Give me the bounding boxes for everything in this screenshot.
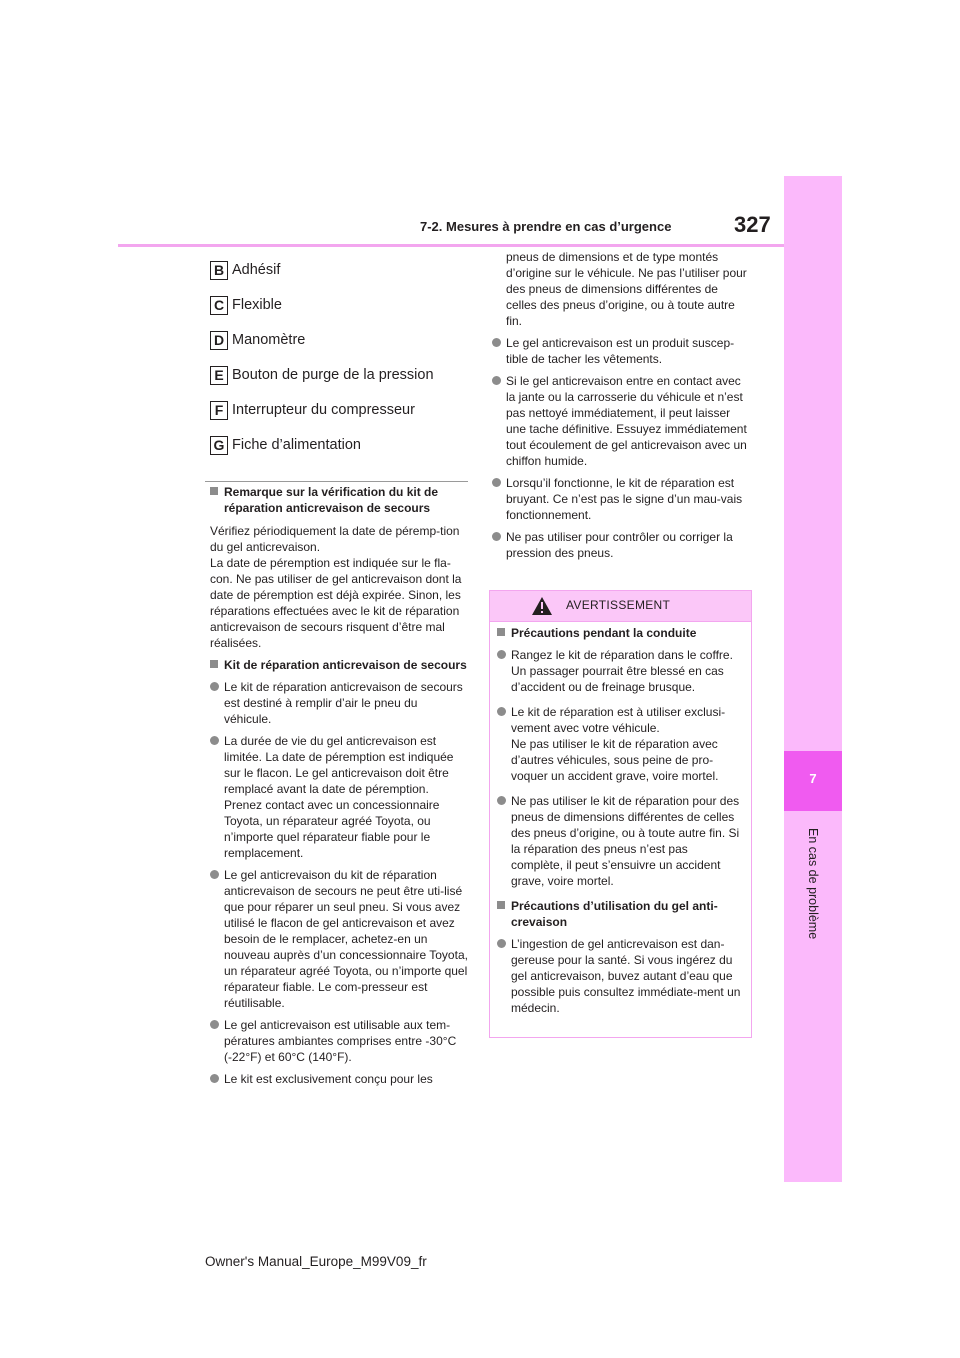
bullet-dot-icon [492,478,501,487]
paragraph: pneus de dimensions et de type montés d’origine sur le véhicule. Ne pas l’utiliser pour des pneus de dimensions différentes de celles des pneus d’origine, ou à toute autre fin. [506,250,747,328]
legend-key: G [210,436,228,455]
bullet-item: Le kit de réparation est à utiliser exclusi-vement avec votre véhicule. Ne pas utiliser le kit de réparation avec d’autres véhicules, sous peine de pro-voquer un accident grave, voire mortel. [497,704,743,784]
bullet-dot-icon [210,736,219,745]
square-bullet-icon [497,628,505,636]
bullet-dot-icon [210,682,219,691]
bullet-item: Ne pas utiliser pour contrôler ou corriger la pression des pneus. [492,529,750,561]
bullet-item: Le gel anticrevaison du kit de réparation anticrevaison de secours ne peut être uti-lisé que pour réparer un seul pneu. Si vous avez utilisé le flacon de gel anticrevaison et avez besoin de le remplacer, achetez-en un nouveau auprès d’un concessionnaire Toyota, un réparateur agréé Toyota, ou n’importe quel réparateur fiable. Le com-presseur est réutilisable. [210,867,468,1011]
warning-header [490,591,751,622]
bullet-item: Ne pas utiliser le kit de réparation pour des pneus de dimensions différentes de celles des pneus d’origine, ou à toute autre fin. Si la réparation des pneus n’est pas complète, il peut s’ensuivre un accident grave, voire mortel. [497,793,743,889]
bullet-item: Rangez le kit de réparation dans le coffre. Un passager pourrait être blessé en cas d’accident ou de freinage brusque. [497,647,743,695]
paragraph: Vérifiez périodiquement la date de péremp-tion du gel anticrevaison. [210,524,460,554]
section-heading: Précautions pendant la conduite [497,625,743,641]
bullet-item: L’ingestion de gel anticrevaison est dan-gereuse pour la santé. Si vous ingérez du gel anticrevaison, buvez autant d’eau que possible puis consultez immédiate-ment un médecin. [497,936,743,1016]
page-number: 327 [734,212,771,237]
bullet-item: Le gel anticrevaison est utilisable aux tem-pératures ambiantes comprises entre -30°C (-22°F) et 60°C (140°F). [210,1017,468,1065]
bullet-dot-icon [497,796,506,805]
bullet-item: Lorsqu’il fonctionne, le kit de réparation est bruyant. Ce n’est pas le signe d’un mau-vais fonctionnement. [492,475,750,523]
right-column [492,249,750,561]
section-heading: Remarque sur la vérification du kit de réparation anticrevaison de secours [210,484,468,516]
square-bullet-icon [210,487,218,495]
warning-box [489,590,752,1038]
warning-title: AVERTISSEMENT [566,598,671,612]
warning-triangle-icon [531,596,553,616]
legend-label: Interrupteur du compresseur [232,402,415,418]
bullet-dot-icon [497,939,506,948]
bullet-dot-icon [492,376,501,385]
bullet-item: Le gel anticrevaison est un produit suscep-tible de tacher les vêtements. [492,335,750,367]
chapter-tab [784,176,842,1182]
legend-key: E [210,366,228,385]
bullet-dot-icon [210,1020,219,1029]
bullet-dot-icon [492,338,501,347]
bullet-item: Le kit est exclusivement conçu pour les [210,1071,468,1087]
paragraph: La date de péremption est indiquée sur le fla-con. Ne pas utiliser de gel anticrevaison dont la date de péremption est déjà expirée. Sinon, les réparations effectuées avec le kit de réparation anticrevaison de secours risquent d’être mal réalisées. [210,556,462,650]
section-heading: Précautions d’utilisation du gel anti-crevaison [497,898,743,930]
chapter-title: En cas de problème [806,828,820,940]
bullet-dot-icon [210,870,219,879]
header-divider [118,244,784,247]
bullet-item: La durée de vie du gel anticrevaison est limitée. La date de péremption est indiquée sur le flacon. Le gel anticrevaison doit être remplacé avant la date de péremption. Prenez contact avec un concessionnaire Toyota, un réparateur agréé Toyota, ou n’importe quel réparateur fiable pour le remplacement. [210,733,468,861]
legend-divider [205,481,468,482]
legend-label: Bouton de purge de la pression [232,367,434,383]
legend-label: Fiche d’alimentation [232,437,361,453]
chapter-number: 7 [809,771,817,786]
legend-label: Flexible [232,297,282,313]
chapter-number-box [784,751,842,811]
section-heading: Kit de réparation anticrevaison de secours [210,657,468,673]
legend-key: F [210,401,228,420]
legend-key: C [210,296,228,315]
bullet-item: Le kit de réparation anticrevaison de secours est destiné à remplir d’air le pneu du véhicule. [210,679,468,727]
left-column [210,484,468,1087]
legend-key: B [210,261,228,280]
legend-label: Manomètre [232,332,306,348]
legend-key: D [210,331,228,350]
bullet-dot-icon [492,532,501,541]
warning-body [497,625,743,1016]
bullet-item: Si le gel anticrevaison entre en contact avec la jante ou la carrosserie du véhicule et n’est pas nettoyé immédiatement, il peut laisser une tache définitive. Essuyez immédiatement tout écoulement de gel anticrevaison avec un chiffon humide. [492,373,750,469]
bullet-dot-icon [497,650,506,659]
square-bullet-icon [210,660,218,668]
section-title: 7-2. Mesures à prendre en cas d’urgence [420,219,672,234]
legend-label: Adhésif [232,262,281,278]
bullet-dot-icon [497,707,506,716]
bullet-dot-icon [210,1074,219,1083]
footer-text: Owner's Manual_Europe_M99V09_fr [205,1254,427,1269]
square-bullet-icon [497,901,505,909]
